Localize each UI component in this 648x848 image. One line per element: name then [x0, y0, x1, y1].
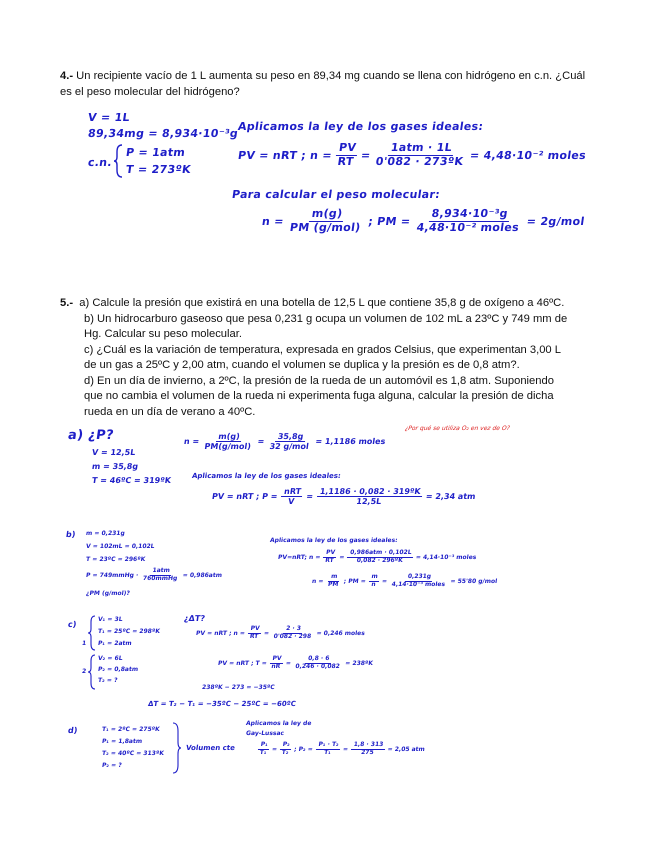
num: m(g)	[309, 208, 346, 222]
sol-b-label: b)	[65, 530, 77, 539]
sol-a-label: a) ¿P?	[66, 428, 115, 443]
p4-pv-text: PV = nRT ; n =	[237, 148, 333, 162]
p4-frac-pv-rt	[334, 142, 359, 168]
sol-c-state-2: 2	[81, 668, 87, 675]
sol-c-t1: T₁ = 25ºC = 298ºK	[97, 628, 161, 635]
sol-b-question: ¿PM (g/mol)?	[85, 590, 131, 597]
sol-c-v1: V₁ = 3L	[97, 616, 123, 623]
sol-b-pm: ; PM =	[343, 577, 367, 585]
sol-b-frac-1	[322, 550, 337, 565]
num: P₁ · T₂	[316, 742, 341, 750]
den: 12,5L	[355, 497, 382, 507]
p4-mass: 89,34mg = 8,934·10⁻³g	[87, 127, 240, 140]
den: PM (g/mol)	[289, 220, 362, 234]
sol-b-frac-p	[140, 568, 180, 583]
sol-c-conversion: 238ºK − 273 = −35ºC	[201, 684, 276, 691]
sol-c-v2: V₂ = 6L	[97, 655, 123, 662]
sol-a-pv: PV = nRT ; P =	[211, 492, 279, 502]
sol-d-t2: T₂ = 40ºC = 313ºK	[101, 750, 165, 757]
num: m	[369, 574, 380, 582]
sol-b-frac-4	[368, 574, 380, 589]
sol-c-brace-2	[88, 654, 96, 690]
sol-d-apply-1: Aplicamos la ley de	[245, 720, 312, 727]
sol-d-equation: $\frac{\text{P₁}}{\text{T₁}}$ = $\frac{\text{P₂}}{\text{T₂}}$ ; P₂ = $\frac{\text{P₁ · T₂}}{\text{T₁}}$ = $\frac{1,8 \cdot 313}{275}$ = 2,05 atm	[257, 742, 426, 757]
p4-pm-text: ; PM =	[367, 214, 412, 228]
p4-moles-result: = 4,48·10⁻² moles	[469, 148, 587, 162]
p4-temperature: T = 273ºK	[125, 163, 192, 176]
num: 1atm · 1L	[388, 142, 455, 156]
sol-a-volume: V = 12,5L	[91, 448, 136, 457]
p4-pressure: P = 1atm	[125, 146, 187, 159]
problem-5-a	[60, 296, 575, 312]
sol-c-temperature-equation: PV = nRT ; T = $\frac{PV}{nR}$ = $\frac{0,8 \cdot 6}{0,246 \cdot 0,082}$ = 238ºK	[217, 655, 374, 670]
num: 2 · 3	[283, 626, 303, 634]
sol-a-teacher-note: ¿Por qué se utiliza O₂ en vez de O?	[404, 425, 511, 432]
p4-moles-equation: PV = nRT ; n = $\frac{PV}{RT}$ = $\frac{\text{1atm · 1L}}{\text{0'082 · 273ºK}}$ = 4,48·10⁻² moles	[237, 141, 587, 168]
p4-n-eq: n =	[261, 214, 285, 228]
sol-c-moles-equation: PV = nRT ; n = $\frac{PV}{RT}$ = $\frac{2 \cdot 3}{0'082 \cdot 298}$ = 0,246 moles	[195, 625, 366, 640]
den: T₁	[323, 748, 332, 756]
sol-a-frac-3	[280, 487, 304, 506]
sol-a-mass: m = 35,8g	[91, 462, 139, 471]
num: m	[328, 574, 339, 582]
sol-d-frac-2	[279, 742, 292, 757]
num: PV	[248, 626, 262, 634]
den: RT	[324, 556, 335, 564]
sol-a-moles-result: = 1,1186 moles	[314, 437, 386, 447]
num: 0,231g	[405, 574, 433, 582]
sol-c-temperature-result: = 238ºK	[344, 659, 374, 667]
den: 275	[360, 748, 375, 756]
problem-5-d: d) En un día de invierno, a 2ºC, la presión de la rueda de un automóvil es 1,8 atm. Suponiendo que no cambia el volumen de la rueda ni experimenta fuga alguna, calcular la presión de dicha rueda en un día de verano a 40ºC.	[84, 374, 554, 418]
sol-d-frac-4	[350, 742, 386, 757]
problem-5-statement	[60, 296, 575, 420]
p4-pm-equation	[260, 208, 586, 234]
num: 1,8 · 313	[351, 742, 386, 750]
num: PV	[336, 142, 359, 156]
sol-c-brace-1	[88, 615, 96, 651]
num: m(g)	[216, 432, 243, 442]
sol-a-pressure-result: = 2,34 atm	[425, 492, 477, 502]
den: n	[370, 580, 377, 588]
problem-4-number: 4.-	[60, 70, 74, 82]
sol-b-frac-3	[325, 574, 341, 589]
den: 4,48·10⁻² moles	[415, 220, 520, 234]
sol-a-apply: Aplicamos la ley de los gases ideales:	[191, 472, 342, 480]
num: 1atm	[150, 568, 172, 576]
problem-4-statement	[60, 69, 600, 100]
sol-c-moles-result: = 0,246 moles	[316, 629, 366, 637]
den: 4,14·10⁻³ moles	[391, 580, 446, 588]
sol-d-frac-1	[257, 742, 270, 757]
problem-5-c: c) ¿Cuál es la variación de temperatura, expresada en grados Celsius, que experimentan 3,00 L de un gas a 25ºC y 2,00 atm, cuando el volumen se duplica y la presión es de 0,8 atm?.	[84, 343, 561, 371]
sol-b-mass: m = 0,231g	[85, 530, 126, 537]
p4-brace	[114, 144, 124, 178]
sol-b-p-result: = 0,986atm	[182, 571, 223, 579]
sol-d-apply-2: Gay-Lussac	[245, 730, 285, 737]
sol-a-temperature: T = 46ºC = 319ºK	[91, 476, 172, 485]
sol-c-frac-4	[293, 656, 343, 671]
num: nRT	[281, 487, 303, 497]
sol-a-frac-2	[267, 432, 313, 451]
sol-b-p: P = 749mmHg ·	[85, 571, 139, 579]
sol-d-label: d)	[67, 726, 79, 735]
den: 32 g/mol	[268, 442, 310, 452]
p4-cn: c.n.	[87, 156, 113, 169]
sol-b-temperature: T = 23ºC = 296ºK	[85, 556, 146, 563]
den: 0,246 · 0,082	[294, 662, 341, 670]
sol-a-frac-1	[202, 432, 255, 451]
den: 760mmHg	[142, 574, 178, 582]
sol-d-brace	[172, 722, 182, 774]
num: 0,8 · 6	[305, 656, 331, 664]
problem-5-b: b) Un hidrocarburo gaseoso que pesa 0,231 g ocupa un volumen de 102 mL a 23ºC y 749 mm de Hg. Calcular su peso molecular.	[84, 312, 568, 340]
den: T₂	[281, 748, 290, 756]
sol-d-constant-volume: Volumen cte	[185, 744, 236, 752]
den: T₁	[259, 748, 267, 756]
sol-d-p1: P₁ = 1,8atm	[101, 738, 143, 745]
sol-c-p1: P₁ = 2atm	[97, 640, 133, 647]
sol-b-frac-2	[346, 550, 413, 565]
p4-frac-pm-values	[414, 208, 524, 234]
num: P₂	[280, 742, 292, 750]
sol-c-frac-3	[269, 656, 284, 671]
sol-b-n2: n =	[311, 577, 324, 585]
sol-b-moles-equation: PV=nRT; n = $\frac{PV}{RT}$ = $\frac{\text{0,986atm · 0,102L}}{\text{0,082 · 296ºK}}$ = 4,14·10⁻³ moles	[277, 549, 477, 564]
p4-pm-result: = 2g/mol	[525, 214, 586, 228]
sol-c-pv2: PV = nRT ; T =	[217, 659, 268, 667]
sol-c-state-1: 1	[81, 640, 87, 647]
num: 0,986atm · 0,102L	[347, 550, 414, 558]
sol-c-t2: T₂ = ?	[97, 677, 118, 684]
sol-b-pressure	[85, 568, 223, 583]
sol-c-p2: P₂ = 0,8atm	[97, 666, 139, 673]
num: 8,934·10⁻³g	[429, 208, 511, 222]
sol-d-result: = 2,05 atm	[387, 745, 426, 753]
problem-4-text: Un recipiente vacío de 1 L aumenta su peso en 89,34 mg cuando se llena con hidrógeno en c.n. ¿Cuál es el peso molecular del hidrógeno?	[60, 70, 586, 98]
sol-a-frac-4	[316, 487, 424, 506]
sol-d-t1: T₁ = 2ºC = 275ºK	[101, 726, 161, 733]
sol-b-frac-5	[389, 574, 448, 589]
p4-apply-ideal-gas: Aplicamos la ley de los gases ideales:	[237, 120, 485, 133]
sol-c-delta-t: ΔT = T₂ − T₁ = −35ºC − 25ºC = −60ºC	[147, 700, 297, 708]
p4-volume: V = 1L	[87, 111, 131, 124]
sol-c-frac-1	[247, 626, 262, 641]
sol-b-moles-result: = 4,14·10⁻³ moles	[415, 553, 477, 561]
sol-a-moles-equation: n = $\frac{m(g)}{\text{PM(g/mol)}}$ = $\frac{35,8g}{\text{32 g/mol}}$ = 1,1186 moles	[183, 432, 386, 452]
sol-d-p2eq: ; P₂ =	[293, 745, 314, 753]
sol-b-pv: PV=nRT; n =	[277, 553, 321, 561]
num: PV	[270, 656, 284, 664]
sol-d-p2: P₂ = ?	[101, 762, 123, 769]
problem-5-a-text: a) Calcule la presión que existirá en una botella de 12,5 L que contiene 35,8 g de oxígeno a 46ºC.	[79, 297, 565, 309]
p4-calc-molecular-weight: Para calcular el peso molecular:	[231, 188, 441, 201]
den: PM	[327, 580, 339, 588]
sol-d-frac-3	[315, 742, 341, 757]
sol-c-frac-2	[271, 626, 315, 641]
sol-c-label: c)	[67, 620, 78, 629]
den: nR	[270, 662, 281, 670]
sol-c-question: ¿ΔT?	[183, 614, 206, 623]
p4-frac-m-pm	[287, 208, 365, 234]
den: V	[287, 497, 295, 507]
sol-b-apply: Aplicamos la ley de los gases ideales:	[269, 537, 399, 544]
den: 0'082 · 298	[273, 632, 312, 640]
num: 1,1186 · 0,082 · 319ºK	[317, 487, 423, 497]
sol-a-n: n =	[183, 437, 200, 447]
sol-b-pm-result: = 55'80 g/mol	[449, 577, 498, 585]
num: PV	[323, 550, 337, 558]
den: PM(g/mol)	[203, 442, 252, 452]
den: RT	[249, 632, 259, 640]
sol-a-pressure-equation: PV = nRT ; P = $\frac{\text{nRT}}{V}$ = $\frac{\text{1,1186 · 0,082 · 319ºK}}{12,5L}$ = 2,34 atm	[211, 487, 477, 507]
den: 0'082 · 273ºK	[374, 154, 465, 168]
den: 0,082 · 296ºK	[356, 556, 404, 564]
num: P₁	[258, 742, 270, 750]
p4-frac-values	[373, 142, 468, 168]
den: RT	[336, 154, 355, 168]
sol-b-pm-equation: n = $\frac{m}{PM}$ ; PM = $\frac{m}{n}$ = $\frac{0,231g}{\text{4,14·10⁻³ moles}}$ = 55'80 g/mol	[311, 573, 498, 588]
problem-5-number: 5.-	[60, 297, 74, 309]
sol-b-volume: V = 102mL = 0,102L	[85, 543, 155, 550]
sol-c-pv1: PV = nRT ; n =	[195, 629, 246, 637]
num: 35,8g	[275, 432, 306, 442]
